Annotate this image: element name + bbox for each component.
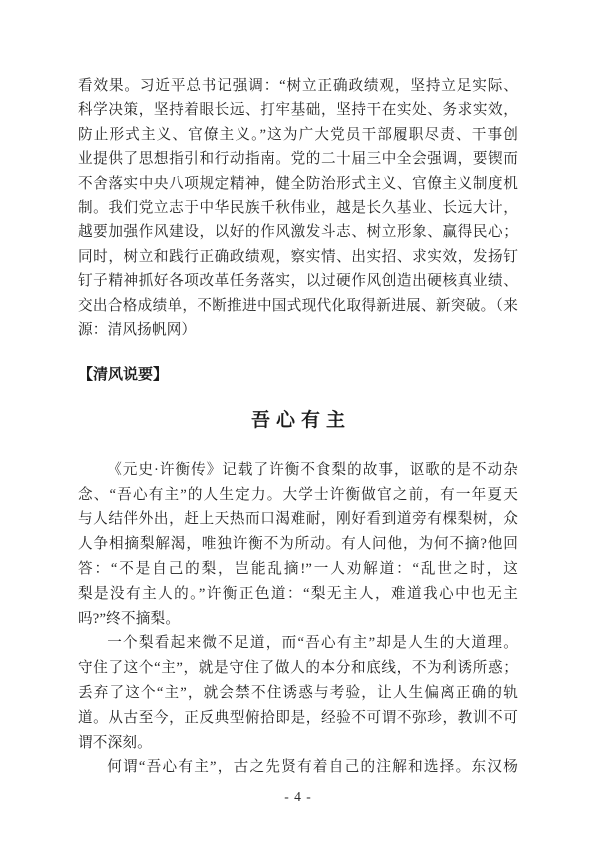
text-line: 谓不深刻。 [78,734,152,751]
text-line: 业提供了思想指引和行动指南。党的二十届三中全会强调，要锲而 [78,151,518,168]
text-line: 梨是没有主人的。”许衡正色道：“梨无主人，难道我心中也无主 [78,585,518,602]
page-number: - 4 - [284,789,312,805]
text-line: 与人结伴外出，赶上天热而口渴难耐，刚好看到道旁有棵梨树，众 [78,511,518,528]
paragraph-continuation [78,74,518,342]
text-line: 看效果。习近平总书记强调：“树立正确政绩观，坚持立足实际、 [78,78,518,94]
text-line: 科学决策，坚持着眼长远、打牢基础，坚持干在实处、务求实效， [78,102,518,119]
text-line: 人争相摘梨解渴，唯独许衡不为所动。有人问他，为何不摘?他回 [78,536,518,553]
text-line: 何谓“吾心有主”，古之先贤有着自己的注解和选择。东汉杨 [107,759,518,776]
text-line: 守住了这个“主”，就是守住了做人的本分和底线，不为利诱所惑； [78,660,518,677]
text-line: 道。从古至今，正反典型俯拾即是，经验不可谓不弥珍，教训不可 [78,709,518,726]
text-line: 越要加强作风建设，以好的作风激发斗志、树立形象、赢得民心； [78,224,518,241]
text-line: 吗?”终不摘梨。 [78,610,181,627]
text-line: 交出合格成绩单，不断推进中国式现代化取得新进展、新突破。（来 [78,297,518,314]
paragraph-commentary [78,631,518,755]
text-line: 防止形式主义、官僚主义。”这为广大党员干部履职尽责、干事创 [78,126,518,143]
text-line: 制。我们党立志于中华民族千秋伟业，越是长久基业、长远大计， [78,200,518,217]
text-line: 一个梨看起来微不足道，而“吾心有主”却是人生的大道理。 [107,635,518,652]
text-line: 不舍落实中央八项规定精神，健全防治形式主义、官僚主义制度机 [78,175,518,192]
document-content [78,0,518,805]
text-line: 丢弃了这个“主”，就会禁不住诱惑与考验，让人生偏离正确的轨 [78,685,518,702]
text-line: 钉子精神抓好各项改革任务落实，以过硬作风创造出硬核真业绩、 [78,273,518,290]
paragraph-partial [78,755,518,780]
paragraph-story [78,458,518,632]
text-line: 同时，树立和践行正确政绩观，察实情、出实招、求实效，发扬钉 [78,248,518,265]
article-title: 吾心有主 [250,409,351,431]
section-header: 【清风说要】 [78,367,169,384]
text-line: 念、“吾心有主”的人生定力。大学士许衡做官之前，有一年夏天 [78,486,518,503]
text-line: 答：“不是自己的梨，岂能乱摘!”一人劝解道：“乱世之时，这 [78,561,518,578]
text-line: 《元史·许衡传》记载了许衡不食梨的故事，讴歌的是不动杂 [107,461,518,478]
text-line: 源：清风扬帆网） [78,322,197,339]
